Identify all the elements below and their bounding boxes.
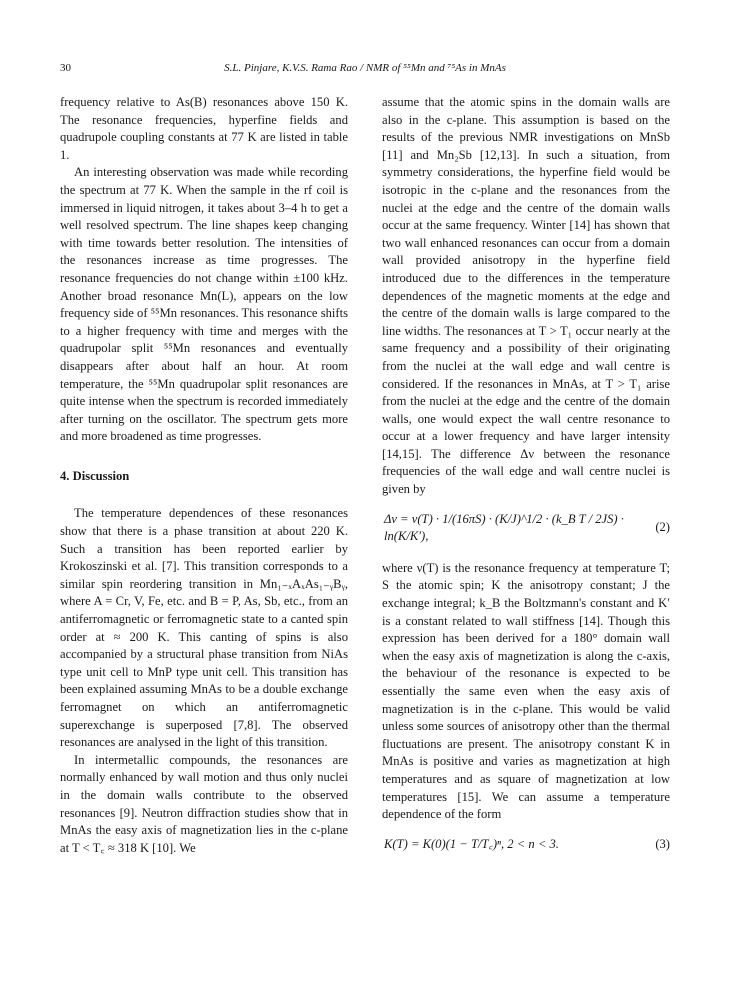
page-number: 30 (60, 62, 71, 74)
paragraph: assume that the atomic spins in the domain walls are also in the c-plane. This assumption is based on the results of the previous NMR investigations on MnSb [11] and Mn₂Sb [12,13]. In such a situation, from symmetry considerations, the hyperfine field would be isotropic in the c-plane and the resonances from the nuclei at the edge and the centre of the domain walls occur at the same frequency. Winter [14] has shown that two wall enhanced resonances can occur from a domain wall provided anisotropy in the hyperfine field introduced due to the differences in the temperature dependences of the magnetic moments at the edge and the centre of the domain walls is large compared to the line widths. The resonances at T > T₁ occur nearly at the same frequency and a possibility of their originating from the nuclei at the wall edge and wall centre is considered. If the resonances in MnAs, at T > T₁ arise from the nuclei at the edge and the centre of the domain walls, one would expect the wall centre resonance to occur at a lower frequency and have larger intensity [14,15]. The difference Δν between the resonance frequencies of the wall edge and wall centre nuclei is given by (382, 95, 670, 497)
equation-2 (382, 511, 670, 546)
paragraph: where ν(T) is the resonance frequency at temperature T; S the atomic spin; K the anisotropy constant; J the exchange integral; k_B the Boltzmann's constant and K′ is a constant related to wall stiffness [14]. Though this expression has been derived for a 180° domain wall when the easy axis of magnetization is along the c-axis, the behaviour of the resonance is expected to be essentially the same even when the easy axis of magnetization is in the c-plane. This would be valid unless some sources of anisotropy other than the thermal fluctuations are present. The anisotropy constant K in MnAs is positive and varies as magnetization at high temperatures and as square of magnetization at low temperatures [15]. We can assume a temperature dependence of the form (382, 560, 670, 822)
equation-number: (2) (655, 520, 670, 535)
running-title: S.L. Pinjare, K.V.S. Rama Rao / NMR of ⁵⁵Mn and ⁷⁵As in MnAs (224, 62, 506, 74)
paragraph: In intermetallic compounds, the resonances are normally enhanced by wall motion and thus only nuclei in the domain walls contribute to the observed resonances [9]. Neutron diffraction studies show that in MnAs the easy axis of magnetization lies in the c-plane at T < T꜀ ≈ 318 K [10]. We (60, 752, 348, 855)
paragraph: The temperature dependences of these resonances show that there is a phase transition at about 220 K. Such a transition has been reported earlier by Krokoszinski et al. [7]. This transition corresponds to a similar spin reordering transition in Mn₁₋ₓAₓAs₁₋ᵧBᵧ, where A = Cr, V, Fe, etc. and B = P, As, Sb, etc., from an antiferromagnetic or ferromagnetic state to a canted spin order at ≈ 200 K. This canting of spins is also accompanied by a structural phase transition from NiAs type unit cell to MnP type unit cell. This transition has been explained assuming MnAs to be a double exchange ferromagnet on which an antiferromagnetic superexchange is superposed [7,8]. The observed resonances are analysed in the light of this transition. (60, 506, 348, 750)
page-header (60, 62, 670, 78)
equation-body: K(T) = K(0)(1 − T/T꜀)ⁿ, 2 < n < 3. (384, 836, 559, 851)
paragraph: frequency relative to As(B) resonances above 150 K. The resonance frequencies, hyperfine fields and quadrupole coupling constants at 77 K are listed in table 1. (60, 95, 348, 162)
left-column (60, 94, 348, 857)
equation-3 (382, 836, 670, 854)
right-column (382, 94, 670, 867)
equation-number: (3) (655, 836, 670, 851)
paragraph: An interesting observation was made while recording the spectrum at 77 K. When the sample in the rf coil is immersed in liquid nitrogen, it takes about 3–4 h to get a well resolved spectrum. The line shapes keep changing with time towards better resolution. The intensities of the resonances increase as time progresses. The resonance frequencies do not change within ±100 kHz. Another broad resonance Mn(L), appears on the low frequency side of ⁵⁵Mn resonances. This resonance shifts to a higher frequency with time and merges with the quadrupolar split ⁵⁵Mn resonances and eventually disappears after about half an hour. At room temperature, the ⁵⁵Mn quadrupolar split resonances are quite intense when the spectrum is recorded immediately after turning on the oscillator. The spectrum gets more and more broadened as time progresses. (60, 165, 348, 444)
section-heading: 4. Discussion (60, 468, 130, 483)
equation-body: Δν = ν(T) · 1/(16πS) · (K/J)^1/2 · (k_B T / 2JS) · ln(K/K′), (384, 511, 624, 544)
